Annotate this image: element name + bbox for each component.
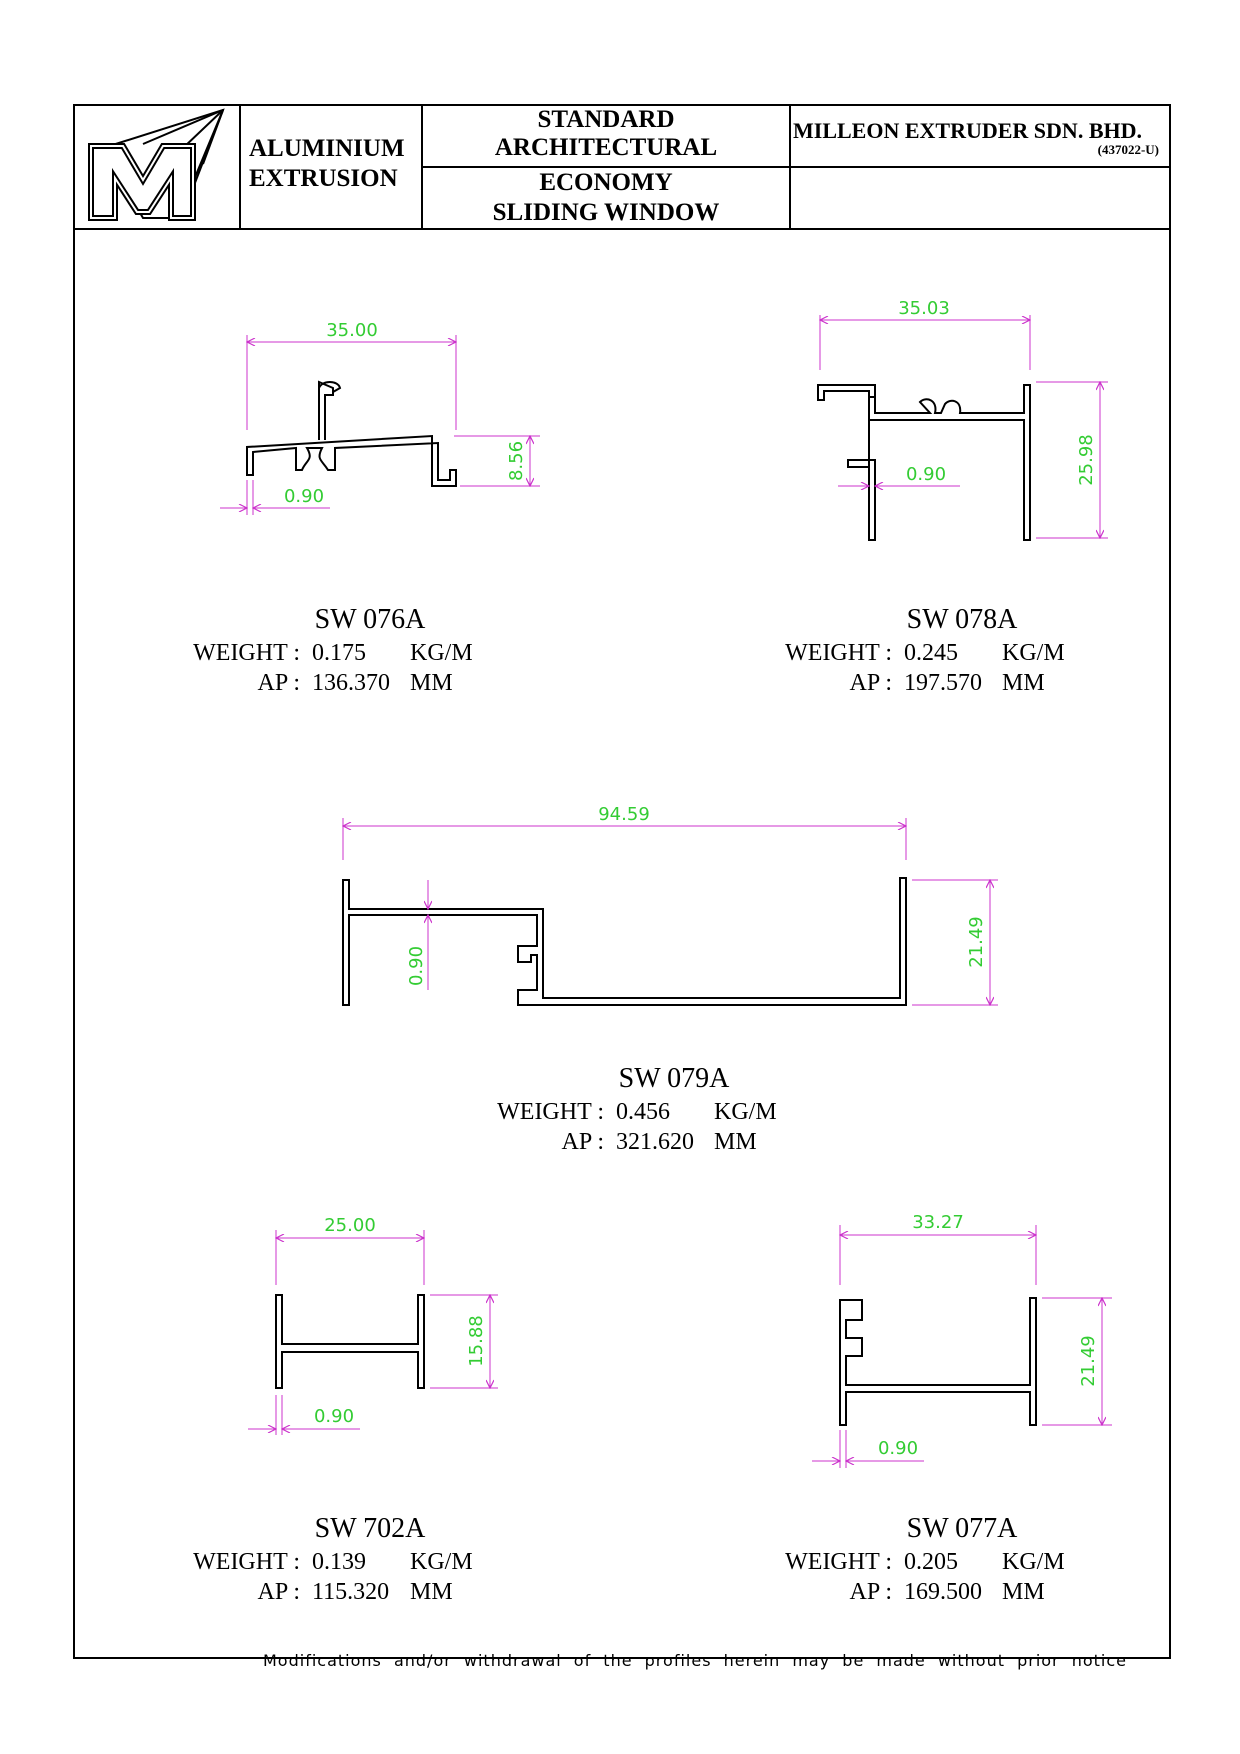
company-registration: (437022-U) — [1097, 142, 1159, 157]
weight-unit: KG/M — [1002, 1549, 1065, 1575]
profile-ap-row — [742, 670, 1062, 697]
footer-notice: Modifications and/or withdrawal of the profiles herein may be made without prior notice — [263, 1651, 1127, 1670]
ap-unit: MM — [1002, 1579, 1045, 1605]
dim-sw077a-wall: 0.90 — [877, 1438, 919, 1459]
title-extrusion: EXTRUSION — [249, 165, 398, 192]
profile-ap-row — [150, 670, 470, 697]
weight-unit: KG/M — [1002, 640, 1065, 666]
dim-sw702a-height: 15.88 — [466, 1315, 487, 1367]
profile-code-sw077a: SW 077A — [906, 1513, 1018, 1544]
ap-label: AP : — [849, 670, 892, 696]
weight-value: 0.205 — [904, 1549, 958, 1575]
profile-sw078a-section — [818, 385, 1030, 540]
title-economy: ECONOMY — [539, 169, 673, 196]
dim-sw079a-wall: 0.90 — [406, 945, 427, 987]
ap-label: AP : — [257, 1579, 300, 1605]
ap-value: 321.620 — [616, 1129, 694, 1155]
ap-value: 169.500 — [904, 1579, 982, 1605]
weight-label: WEIGHT : — [785, 640, 892, 666]
weight-value: 0.139 — [312, 1549, 366, 1575]
title-architectural: ARCHITECTURAL — [494, 134, 718, 161]
profile-sw702a-dimensions — [248, 1230, 498, 1435]
ap-label: AP : — [561, 1129, 604, 1155]
title-sliding-window: SLIDING WINDOW — [492, 199, 720, 226]
weight-label: WEIGHT : — [497, 1099, 604, 1125]
profile-sw078a-dimensions — [820, 315, 1108, 538]
ap-unit: MM — [410, 670, 453, 696]
dim-sw702a-wall: 0.90 — [313, 1406, 355, 1427]
profile-ap-row — [454, 1129, 774, 1156]
profile-weight-row — [742, 1549, 1065, 1576]
dim-sw702a-width: 25.00 — [324, 1215, 376, 1236]
dim-sw079a-height: 21.49 — [966, 916, 987, 968]
ap-label: AP : — [849, 1579, 892, 1605]
weight-label: WEIGHT : — [193, 1549, 300, 1575]
dim-sw078a-wall: 0.90 — [905, 464, 947, 485]
weight-label: WEIGHT : — [785, 1549, 892, 1575]
profile-code-sw079a: SW 079A — [618, 1063, 730, 1094]
profile-sw076a-dimensions — [220, 335, 540, 515]
profile-ap-row — [742, 1579, 1062, 1606]
title-standard: STANDARD — [537, 106, 675, 133]
profile-code-sw702a: SW 702A — [314, 1513, 426, 1544]
profile-code-sw076a: SW 076A — [314, 604, 426, 635]
ap-value: 115.320 — [312, 1579, 390, 1605]
company-name: MILLEON EXTRUDER SDN. BHD. — [793, 118, 1142, 143]
weight-unit: KG/M — [410, 1549, 473, 1575]
ap-value: 197.570 — [904, 670, 982, 696]
profile-weight-row — [454, 1099, 777, 1126]
ap-unit: MM — [410, 1579, 453, 1605]
dim-sw078a-height: 25.98 — [1076, 434, 1097, 486]
ap-unit: MM — [714, 1129, 757, 1155]
profile-sw076a-section — [247, 382, 456, 486]
ap-value: 136.370 — [312, 670, 390, 696]
ap-unit: MM — [1002, 670, 1045, 696]
profile-code-sw078a: SW 078A — [906, 604, 1018, 635]
dim-sw077a-width: 33.27 — [912, 1212, 964, 1233]
weight-value: 0.456 — [616, 1099, 670, 1125]
profile-sw077a-dimensions — [812, 1225, 1112, 1468]
dim-sw076a-wall: 0.90 — [283, 486, 325, 507]
dim-sw079a-width: 94.59 — [598, 804, 650, 825]
weight-unit: KG/M — [714, 1099, 777, 1125]
profile-weight-row — [742, 640, 1065, 667]
weight-value: 0.175 — [312, 640, 366, 666]
dim-sw077a-height: 21.49 — [1078, 1335, 1099, 1387]
profile-ap-row — [150, 1579, 470, 1606]
dim-sw078a-width: 35.03 — [898, 298, 950, 319]
weight-value: 0.245 — [904, 640, 958, 666]
ap-label: AP : — [257, 670, 300, 696]
title-aluminium: ALUMINIUM — [249, 135, 405, 162]
weight-unit: KG/M — [410, 640, 473, 666]
dim-sw076a-height: 8.56 — [506, 440, 527, 482]
profile-weight-row — [150, 1549, 473, 1576]
profile-weight-row — [150, 640, 473, 667]
profile-sw077a-section — [840, 1298, 1036, 1425]
profile-sw702a-section — [276, 1295, 424, 1388]
profile-sw079a-section — [343, 878, 906, 1005]
weight-label: WEIGHT : — [193, 640, 300, 666]
dim-sw076a-width: 35.00 — [326, 320, 378, 341]
